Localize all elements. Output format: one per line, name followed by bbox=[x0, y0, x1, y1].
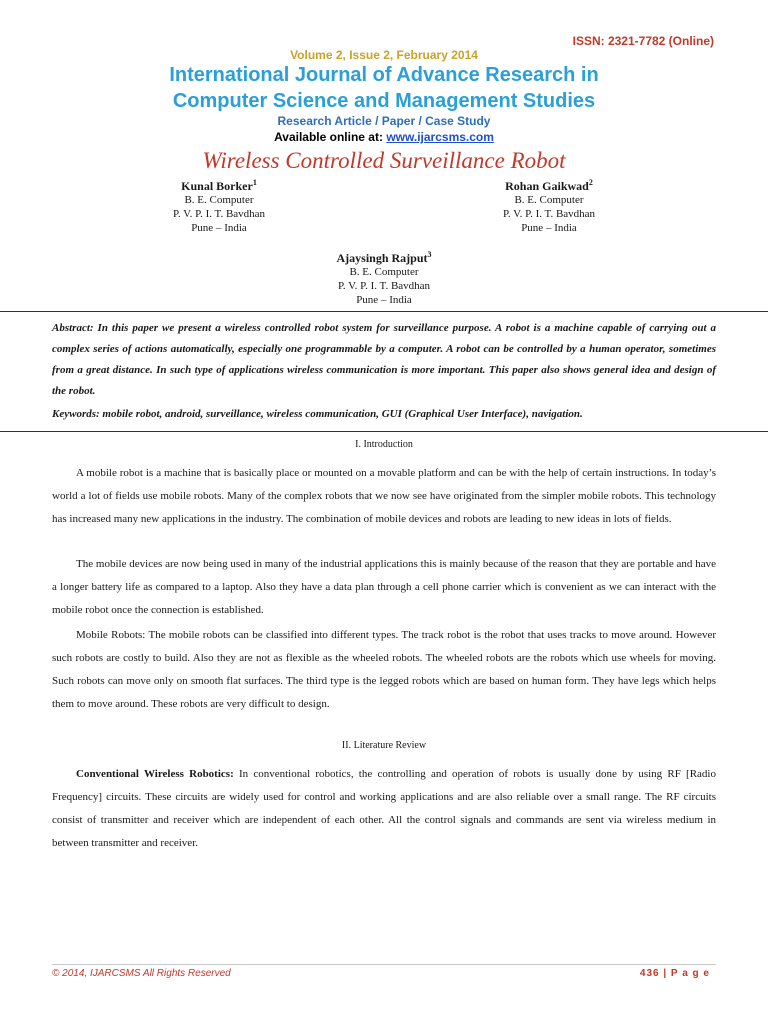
author-location: Pune – India bbox=[191, 222, 247, 234]
paragraph: The mobile devices are now being used in many of the industrial applications this is mainly because of the reason that they are portable and have a longer battery life as compared to a laptop. Also they have a data plan through a cell phone carrier which is convenient as we can interact with the mobile robot once the connection is established. bbox=[52, 558, 716, 616]
available-online bbox=[0, 130, 768, 144]
author-block-3 bbox=[274, 248, 494, 307]
divider-top bbox=[0, 311, 768, 312]
author-location: Pune – India bbox=[356, 294, 412, 306]
footer-rule bbox=[52, 964, 716, 965]
keywords: Keywords: mobile robot, android, surveillance, wireless communication, GUI (Graphical User Interface), navigation. bbox=[52, 408, 583, 420]
author-degree: B. E. Computer bbox=[184, 194, 254, 206]
author-block-2 bbox=[439, 176, 659, 235]
paragraph bbox=[52, 763, 716, 855]
author-block-1 bbox=[109, 176, 329, 235]
footer-copyright: © 2014, IJARCSMS All Rights Reserved bbox=[52, 968, 231, 979]
issn-label: ISSN: 2321-7782 (Online) bbox=[572, 34, 714, 48]
author-institution: P. V. P. I. T. Bavdhan bbox=[337, 280, 431, 292]
paragraph-lead: Conventional Wireless Robotics: bbox=[76, 768, 234, 780]
volume-issue: Volume 2, Issue 2, February 2014 bbox=[290, 48, 478, 62]
author-institution: P. V. P. I. T. Bavdhan bbox=[502, 208, 596, 220]
section-heading-literature-review: II. Literature Review bbox=[341, 740, 427, 751]
author-degree: B. E. Computer bbox=[349, 266, 419, 278]
author-name: Rohan Gaikwad$^2$ bbox=[505, 178, 593, 193]
paper-title: Wireless Controlled Surveillance Robot bbox=[202, 148, 566, 173]
author-name: Ajaysingh Rajput$^3$ bbox=[336, 250, 432, 265]
author-location: Pune – India bbox=[521, 222, 577, 234]
journal-url-link[interactable]: www.ijarcsms.com bbox=[386, 130, 494, 144]
author-institution: P. V. P. I. T. Bavdhan bbox=[172, 208, 266, 220]
section-heading-introduction: I. Introduction bbox=[355, 439, 413, 450]
paragraph: Mobile Robots: The mobile robots can be classified into different types. The track robot is the robot that uses tracks to move around. However such robots are costly to build. Also they are not as flexible as the wheeled robots. The wheeled robots are the robots which use wheels for moving. Such robots can move only on smooth flat surfaces. The third type is the legged robots which are based on human form. They have legs which helps them to move around. These robots are very difficult to design. bbox=[52, 629, 716, 710]
divider-bottom bbox=[0, 431, 768, 432]
paragraph-body: In conventional robotics, the controlling and operation of robots is usually done by using RF [Radio Frequency] circuits. These circuits are widely used for control and working applications and are also reliable over a small range. The RF circuits consist of transmitter and receiver which are independent of each other. All the control signals and commands are sent via wireless medium in between transmitter and receiver. bbox=[52, 768, 716, 849]
author-degree: B. E. Computer bbox=[514, 194, 584, 206]
available-label: Available online at: bbox=[274, 130, 387, 144]
paragraph: A mobile robot is a machine that is basically place or mounted on a movable platform and can be with the help of certain instructions. In today’s world a lot of fields use mobile robots. Many of the complex robots that we now see have originated from the simpler mobile robots. This technology has increased many new applications in the industry. The combination of mobile devices and robots are leading to new ideas in lots of fields. bbox=[52, 467, 716, 525]
journal-title-line2: Computer Science and Management Studies bbox=[172, 90, 596, 112]
footer-page-number: 436 | P a g e bbox=[639, 968, 710, 979]
journal-title-line1: International Journal of Advance Research in bbox=[169, 64, 599, 86]
article-type: Research Article / Paper / Case Study bbox=[277, 114, 491, 128]
abstract: Abstract: In this paper we present a wireless controlled robot system for surveillance purpose. A robot is a machine capable of carrying out a complex series of actions automatically, especially one programmable by a computer. A robot can be controlled by a human operator, sometimes from a great distance. In such type of applications wireless communication is more important. This paper also shows general idea and design of the robot. bbox=[52, 322, 716, 397]
author-name: Kunal Borker$^1$ bbox=[181, 178, 257, 193]
